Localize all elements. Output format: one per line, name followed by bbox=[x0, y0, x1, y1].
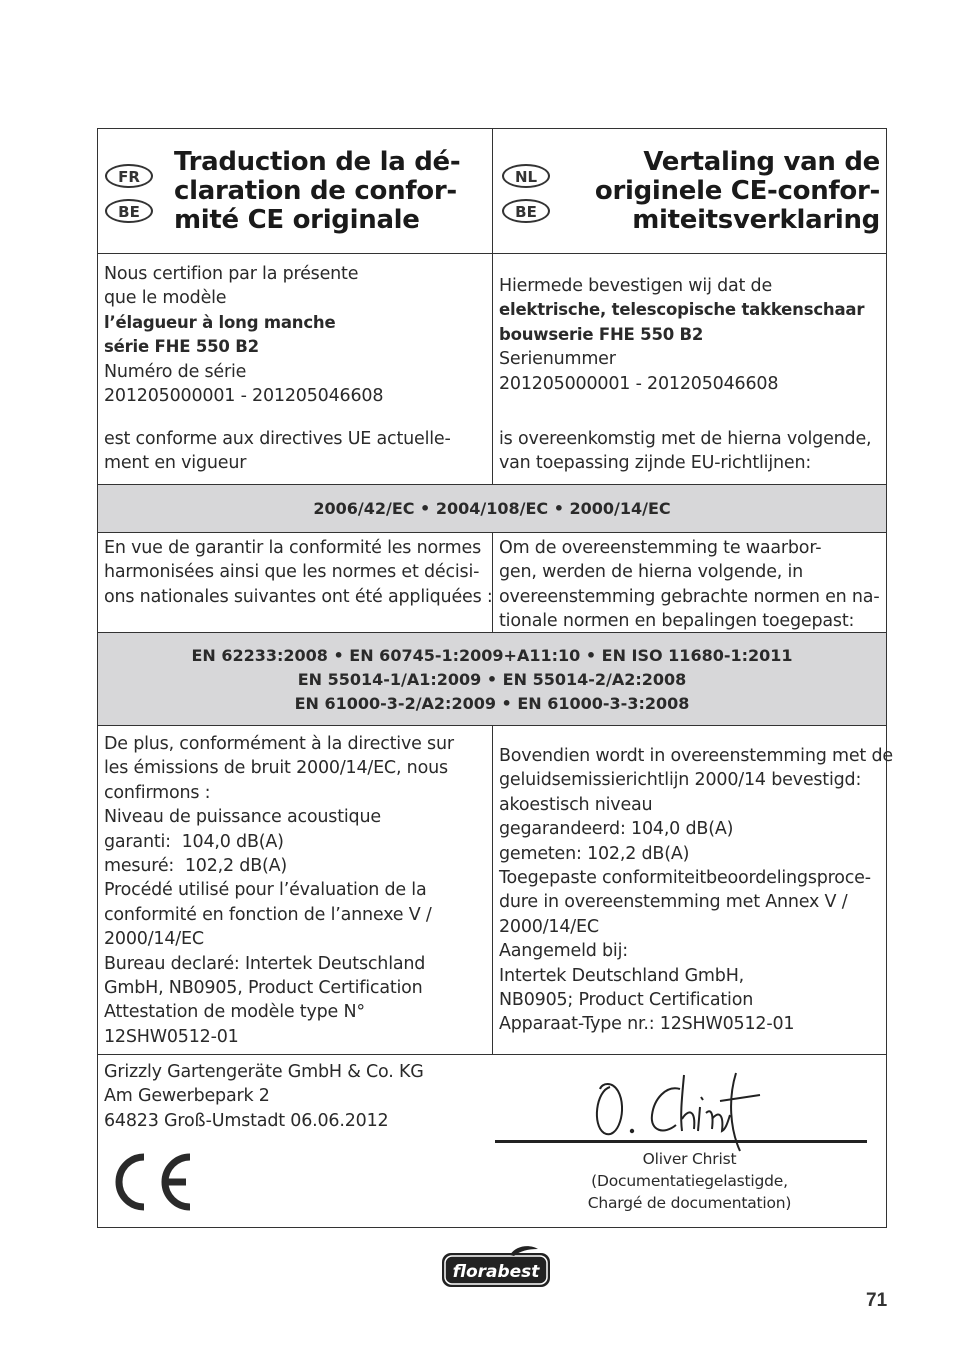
text-line: confirmons : bbox=[104, 782, 211, 803]
norms-text-row bbox=[98, 533, 886, 633]
text-line: est conforme aux directives UE actuelle- bbox=[104, 429, 451, 449]
svg-text:florabest: florabest bbox=[452, 1262, 540, 1282]
intro-nl bbox=[493, 254, 886, 484]
text-line: harmonisées ainsi que les normes et décisi- bbox=[104, 562, 480, 583]
title-nl: Vertaling van de originele CE-confor- miteitsverklaring bbox=[594, 147, 880, 235]
text-line: van toepassing zijnde EU-richtlijnen: bbox=[499, 453, 812, 474]
text-line: ons nationales suivantes ont été appliquées : bbox=[104, 586, 493, 607]
directives-row bbox=[98, 485, 886, 533]
text-line: 2000/14/EC bbox=[104, 929, 204, 950]
signature-line bbox=[495, 1140, 867, 1143]
text-line: Hiermede bevestigen wij dat de bbox=[499, 276, 773, 296]
norms-row bbox=[98, 633, 886, 726]
noise-nl bbox=[493, 726, 893, 1054]
norm-line: EN 62233:2008 • EN 60745-1:2009+A11:10 • EN ISO 11680-1:2011 bbox=[191, 646, 793, 665]
serial-range: 201205000001 - 201205046608 bbox=[499, 373, 779, 394]
text-line: geluidsemissierichtlijn 2000/14 bevestigd: bbox=[499, 770, 862, 791]
footer-row bbox=[98, 1055, 886, 1229]
header-nl bbox=[493, 129, 886, 253]
florabest-logo bbox=[440, 1245, 552, 1289]
signer-block bbox=[493, 1148, 886, 1214]
guaranteed-level: garanti: 104,0 dB(A) bbox=[104, 831, 284, 852]
text-line: gen, werden de hierna volgende, in bbox=[499, 562, 804, 583]
text-line: Aangemeld bij: bbox=[499, 941, 628, 962]
product-name: elektrische, telescopische takkenschaar bbox=[499, 300, 865, 320]
norm-line: EN 61000-3-2/A2:2009 • EN 61000-3-3:2008 bbox=[294, 694, 690, 713]
intro-fr bbox=[98, 254, 493, 484]
address-line: Grizzly Gartengeräte GmbH & Co. KG bbox=[104, 1062, 424, 1082]
badge-fr: FR bbox=[105, 164, 153, 188]
product-series: bouwserie FHE 550 B2 bbox=[499, 324, 704, 344]
text-line: Procédé utilisé pour l’évaluation de la bbox=[104, 880, 427, 901]
text-line: is overeenkomstig met de hierna volgende, bbox=[499, 429, 872, 449]
text-line: Niveau de puissance acoustique bbox=[104, 807, 381, 828]
text-line: Intertek Deutschland GmbH, bbox=[499, 965, 745, 986]
text-line: ment en vigueur bbox=[104, 453, 247, 474]
signer-role: Chargé de documentation) bbox=[587, 1194, 792, 1212]
text-line: Numéro de série bbox=[104, 361, 247, 382]
type-number: 12SHW0512-01 bbox=[104, 1026, 239, 1047]
text-line: Bovendien wordt in overeenstemming met de bbox=[499, 746, 893, 766]
ce-mark bbox=[106, 1151, 196, 1213]
norm-line: EN 55014-1/A1:2009 • EN 55014-2/A2:2008 bbox=[297, 670, 687, 689]
address-line: Am Gewerbepark 2 bbox=[104, 1086, 270, 1107]
signer-name: Oliver Christ bbox=[642, 1150, 737, 1168]
measured-level: mesuré: 102,2 dB(A) bbox=[104, 856, 288, 877]
text-line: Nous certifion par la présente bbox=[104, 264, 359, 284]
badge-be: BE bbox=[105, 199, 153, 223]
noise-fr bbox=[98, 726, 493, 1054]
text-line: akoestisch niveau bbox=[499, 794, 653, 815]
norms-text-nl bbox=[493, 533, 886, 632]
text-line: De plus, conformément à la directive sur bbox=[104, 734, 454, 754]
text-line: Bureau declaré: Intertek Deutschland bbox=[104, 953, 426, 974]
page-number: 71 bbox=[866, 1290, 888, 1311]
header-fr bbox=[98, 129, 493, 253]
directives-list: 2006/42/EC • 2004/108/EC • 2000/14/EC bbox=[313, 499, 671, 518]
text-line: Toegepaste conformiteitbeoordelingsproce- bbox=[499, 868, 871, 889]
text-line: les émissions de bruit 2000/14/EC, nous bbox=[104, 758, 448, 779]
text-line: 2000/14/EC bbox=[499, 916, 599, 937]
text-line: overeenstemming gebrachte normen en na- bbox=[499, 586, 880, 607]
norms-list bbox=[98, 644, 886, 716]
text-line: En vue de garantir la conformité les normes bbox=[104, 538, 481, 558]
type-number: Apparaat-Type nr.: 12SHW0512-01 bbox=[499, 1014, 795, 1035]
text-line: Attestation de modèle type N° bbox=[104, 1002, 365, 1023]
declaration-table bbox=[97, 128, 893, 1228]
signer-role: (Documentatiegelastigde, bbox=[591, 1172, 788, 1190]
product-series: série FHE 550 B2 bbox=[104, 337, 259, 357]
measured-level: gemeten: 102,2 dB(A) bbox=[499, 843, 690, 864]
intro-row bbox=[98, 254, 886, 485]
text-line: conformité en fonction de l’annexe V / bbox=[104, 904, 432, 925]
text-line: tionale normen en bepalingen toegepast: bbox=[499, 611, 855, 632]
title-fr: Traduction de la dé- claration de confor- mité CE originale bbox=[174, 147, 461, 235]
text-line: GmbH, NB0905, Product Certification bbox=[104, 978, 423, 999]
header-row bbox=[98, 129, 886, 254]
guaranteed-level: gegarandeerd: 104,0 dB(A) bbox=[499, 819, 734, 840]
text-line: NB0905; Product Certification bbox=[499, 990, 754, 1011]
product-name: l’élagueur à long manche bbox=[104, 312, 336, 332]
text-line: que le modèle bbox=[104, 288, 227, 309]
text-line: Om de overeenstemming te waarbor- bbox=[499, 538, 822, 558]
address-line: 64823 Groß-Umstadt 06.06.2012 bbox=[104, 1110, 389, 1131]
badge-nl: NL bbox=[502, 164, 550, 188]
noise-row bbox=[98, 726, 893, 1055]
serial-range: 201205000001 - 201205046608 bbox=[104, 386, 384, 407]
badge-be-nl: BE bbox=[502, 199, 550, 223]
text-line: Serienummer bbox=[499, 349, 616, 370]
norms-text-fr bbox=[98, 533, 493, 632]
text-line: dure in overeenstemming met Annex V / bbox=[499, 892, 848, 913]
